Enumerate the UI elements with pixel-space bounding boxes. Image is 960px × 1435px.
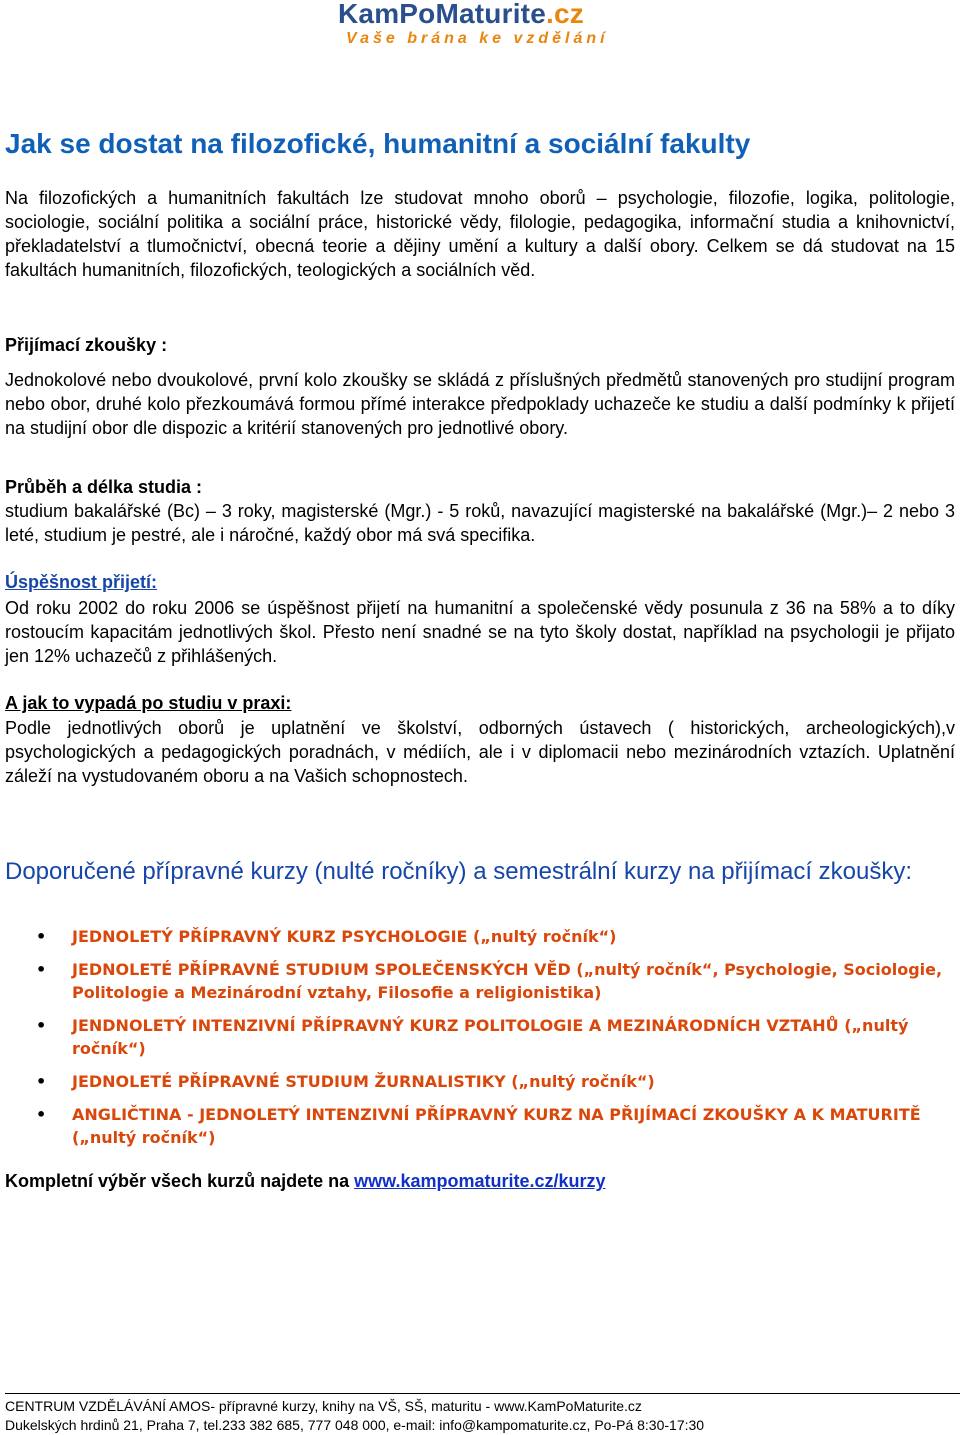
logo-name: KamPoMaturite.cz — [338, 0, 584, 29]
course-item[interactable] — [0, 1070, 960, 1093]
recommended-courses-heading: Doporučené přípravné kurzy (nulté ročníky) a semestrální kurzy na přijímací zkoušky: — [5, 858, 913, 885]
bullet-icon: • — [36, 960, 47, 979]
course-label: JEDNOLETÉ PŘÍPRAVNÉ STUDIUM SPOLEČENSKÝCH VĚD („nultý ročník“, Psychologie, Sociologie, Politologie a Mezinárodní vztahy, Filosofie a religionistika) — [72, 960, 943, 1002]
admission-text: Jednokolové nebo dvoukolové, první kolo zkoušky se skládá z příslušných předmětů stanovených pro studijní program nebo obor, druhé kolo přezkoumává formou přímé interakce předpoklady uchazeče ke studiu a další podmínky k přijetí na studijní obor dle dispozic a kritérií stanovených pro jednotlivé obory. — [5, 370, 955, 438]
course-label: JEDNOLETÉ PŘÍPRAVNÉ STUDIUM ŽURNALISTIKY („nultý ročník“) — [72, 1072, 655, 1091]
footer-line-1: CENTRUM VZDĚLÁVÁNÍ AMOS- přípravné kurzy, knihy na VŠ, SŠ, maturitu - www.KamPoMaturite.cz — [5, 1398, 642, 1414]
success-text: Od roku 2002 do roku 2006 se úspěšnost přijetí na humanitní a společenské vědy posunula z 36 na 58% a to díky rostoucím kapacitám jednotlivých škol. Přesto není snadné se na tyto školy dostat, například na psychologii je přijato jen 12% uchazečů z přihlášených. — [5, 598, 955, 666]
course-item[interactable] — [0, 1103, 960, 1149]
courses-link[interactable]: www.kampomaturite.cz/kurzy — [354, 1171, 606, 1191]
full-offer-line — [5, 1171, 606, 1192]
course-label: JENDNOLETÝ INTENZIVNÍ PŘÍPRAVNÝ KURZ POLITOLOGIE A MEZINÁRODNÍCH VZTAHŮ („nultý ročník“) — [72, 1016, 909, 1058]
full-offer-label: Kompletní výběr všech kurzů najdete na — [5, 1171, 350, 1191]
logo-tagline: Vaše brána ke vzdělání — [346, 30, 609, 47]
duration-text: studium bakalářské (Bc) – 3 roky, magisterské (Mgr.) - 5 roků, navazující magisterské na bakalářské (Mgr.)– 2 nebo 3 leté, studium je pestré, ale i náročné, každý obor má svá specifika. — [5, 501, 955, 545]
duration-heading: Průběh a délka studia : — [5, 477, 203, 497]
bullet-icon: • — [36, 927, 47, 946]
course-label: JEDNOLETÝ PŘÍPRAVNÝ KURZ PSYCHOLOGIE („nultý ročník“) — [72, 927, 617, 946]
practice-heading: A jak to vypadá po studiu v praxi: — [5, 693, 292, 713]
course-item[interactable] — [0, 925, 960, 948]
course-label: ANGLIČTINA - JEDNOLETÝ INTENZIVNÍ PŘÍPRAVNÝ KURZ NA PŘIJÍMACÍ ZKOUŠKY A K MATURITĚ („nultý ročník“) — [72, 1105, 921, 1147]
practice-text: Podle jednotlivých oborů je uplatnění ve školství, odborných ústavech ( historických, archeologických),v psychologických a pedagogických poradnách, v médiích, ale i v diplomacii nebo mezinárodních vztazích. Uplatnění záleží na vystudovaném oboru a na Vašich schopnostech. — [5, 718, 955, 786]
page-title: Jak se dostat na filozofické, humanitní a sociální fakulty — [5, 128, 751, 159]
footer-line-2: Dukelských hrdinů 21, Praha 7, tel.233 382 685, 777 048 000, e-mail: info@kampomaturite.cz, Po-Pá 8:30-17:30 — [5, 1417, 705, 1433]
course-item[interactable] — [0, 1014, 960, 1060]
course-item[interactable] — [0, 958, 960, 1004]
admission-heading: Přijímací zkoušky : — [5, 335, 168, 355]
page-footer — [5, 1393, 960, 1435]
site-logo[interactable] — [338, 0, 628, 52]
bullet-icon: • — [36, 1072, 47, 1091]
success-heading: Úspěšnost přijetí: — [5, 572, 158, 592]
course-list — [0, 925, 960, 1159]
bullet-icon: • — [36, 1105, 47, 1124]
bullet-icon: • — [36, 1016, 47, 1035]
intro-paragraph: Na filozofických a humanitních fakultách lze studovat mnoho oborů – psychologie, filozofie, logika, politologie, sociologie, sociální politika a sociální práce, historické vědy, filologie, pedagogika, informační studia a knihovnictví, překladatelství a tlumočnictví, obecná teorie a dějiny umění a kultury a další obory. Celkem se dá studovat na 15 fakultách humanitních, filozofických, teologických a sociálních věd. — [5, 188, 955, 280]
